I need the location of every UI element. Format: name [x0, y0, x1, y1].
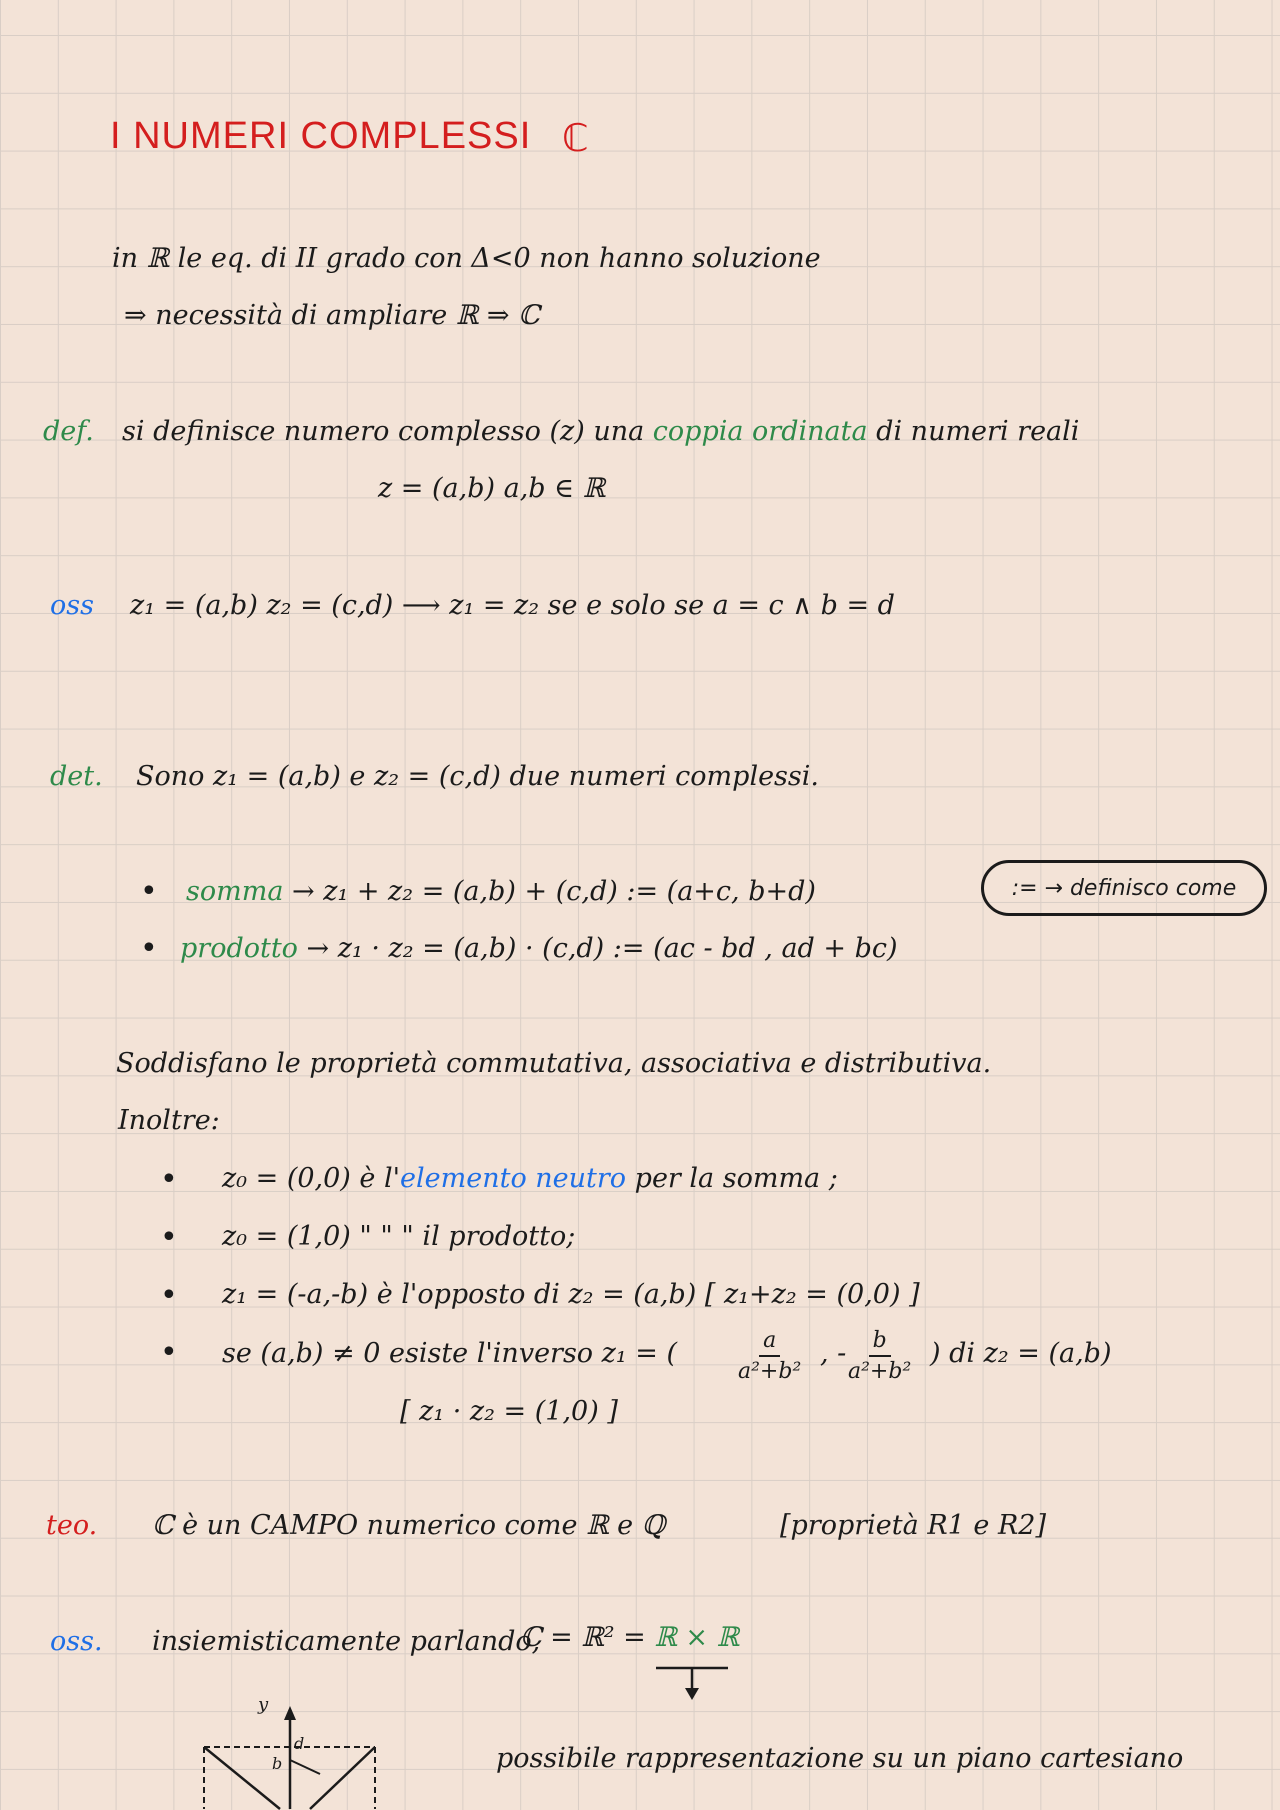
props-line-2: Inoltre:: [118, 1105, 220, 1136]
intro-line-1: in ℝ le eq. di II grado con Δ<0 non hanno soluzione: [112, 243, 821, 274]
plane-label-d: d: [294, 1734, 305, 1753]
fraction-1-numerator: a: [759, 1328, 780, 1357]
intro-line-2: ⇒ necessità di ampliare ℝ ⇒ ℂ: [124, 300, 540, 331]
oss2-text: insiemisticamente parlando,: [152, 1626, 541, 1657]
plane-caption: possibile rappresentazione su un piano cartesiano: [496, 1743, 1184, 1774]
product-label: prodotto: [180, 933, 298, 964]
bullet-neutral-product: •: [160, 1220, 178, 1255]
oss2-formula: [520, 1624, 739, 1651]
teo-note: [proprietà R1 e R2]: [780, 1510, 1047, 1541]
complex-set-symbol: ℂ: [562, 118, 590, 160]
inverse-fraction-2: [848, 1328, 911, 1384]
sum-formula: → z₁ + z₂ = (a,b) + (c,d) := (a+c, b+d): [292, 876, 816, 907]
def-tag-2: det.: [50, 761, 103, 792]
product-line: [180, 935, 898, 962]
neutral-element-highlight: elemento neutro: [400, 1163, 627, 1194]
inverse-check: [ z₁ · z₂ = (1,0) ]: [400, 1396, 618, 1427]
teo-text: ℂ è un CAMPO numerico come ℝ e ℚ: [152, 1510, 666, 1541]
oss-tag-2: oss.: [50, 1626, 103, 1657]
oss1-text: z₁ = (a,b) z₂ = (c,d) ⟶ z₁ = z₂ se e solo se a = c ∧ b = d: [130, 590, 895, 621]
fraction-2-numerator: b: [869, 1328, 891, 1357]
props-line-1: Soddisfano le proprietà commutativa, associativa e distributiva.: [116, 1048, 992, 1079]
def1-highlight: coppia ordinata: [652, 416, 868, 447]
neutral-sum-line: [222, 1165, 838, 1192]
def2-text: Sono z₁ = (a,b) e z₂ = (c,d) due numeri complessi.: [136, 761, 819, 792]
oss2-formula-main: ℂ = ℝ² =: [520, 1622, 646, 1653]
def-tag-1: def.: [43, 416, 94, 447]
neutral-product-line: z₀ = (1,0) " " " il prodotto;: [222, 1221, 576, 1252]
teo-tag: teo.: [46, 1510, 98, 1541]
fraction-2-denominator: a²+b²: [848, 1359, 912, 1384]
bullet-product: •: [140, 931, 158, 966]
bullet-opposite: •: [160, 1278, 178, 1313]
bullet-sum: •: [140, 874, 158, 909]
title-text: I NUMERI COMPLESSI: [110, 115, 532, 157]
def1-text-a: si definisce numero complesso (z) una: [122, 416, 645, 447]
inverse-text-b: ) di z₂ = (a,b): [930, 1338, 1112, 1369]
product-brace-arrow: [650, 1660, 740, 1710]
sum-line: [186, 878, 816, 905]
opposite-line: z₁ = (-a,-b) è l'opposto di z₂ = (a,b) [ z₁+z₂ = (0,0) ]: [222, 1279, 920, 1310]
bullet-neutral-sum: •: [160, 1162, 178, 1197]
def1-sentence: [122, 418, 1079, 445]
inverse-fraction-1: [738, 1328, 801, 1384]
sum-label: somma: [186, 876, 284, 907]
plane-axis-y: y: [258, 1694, 269, 1715]
plane-label-b: b: [272, 1754, 283, 1773]
definition-callout: := → definisco come: [981, 860, 1267, 916]
oss-tag-1: oss: [50, 590, 94, 621]
cartesian-plane-sketch: [190, 1700, 430, 1810]
page-title: [110, 117, 531, 155]
inverse-separator: , -: [820, 1338, 847, 1369]
def1-formula: z = (a,b) a,b ∈ ℝ: [378, 473, 606, 504]
bullet-inverse: •: [160, 1335, 178, 1370]
def1-text-b: di numeri reali: [876, 416, 1080, 447]
inverse-text-a: se (a,b) ≠ 0 esiste l'inverso z₁ = (: [222, 1338, 678, 1369]
neutral-sum-text-b: per la somma ;: [626, 1163, 838, 1194]
fraction-1-denominator: a²+b²: [738, 1359, 802, 1384]
oss2-highlight: ℝ × ℝ: [654, 1622, 740, 1653]
neutral-sum-text-a: z₀ = (0,0) è l': [222, 1163, 401, 1194]
product-formula: → z₁ · z₂ = (a,b) · (c,d) := (ac - bd , ad + bc): [306, 933, 898, 964]
